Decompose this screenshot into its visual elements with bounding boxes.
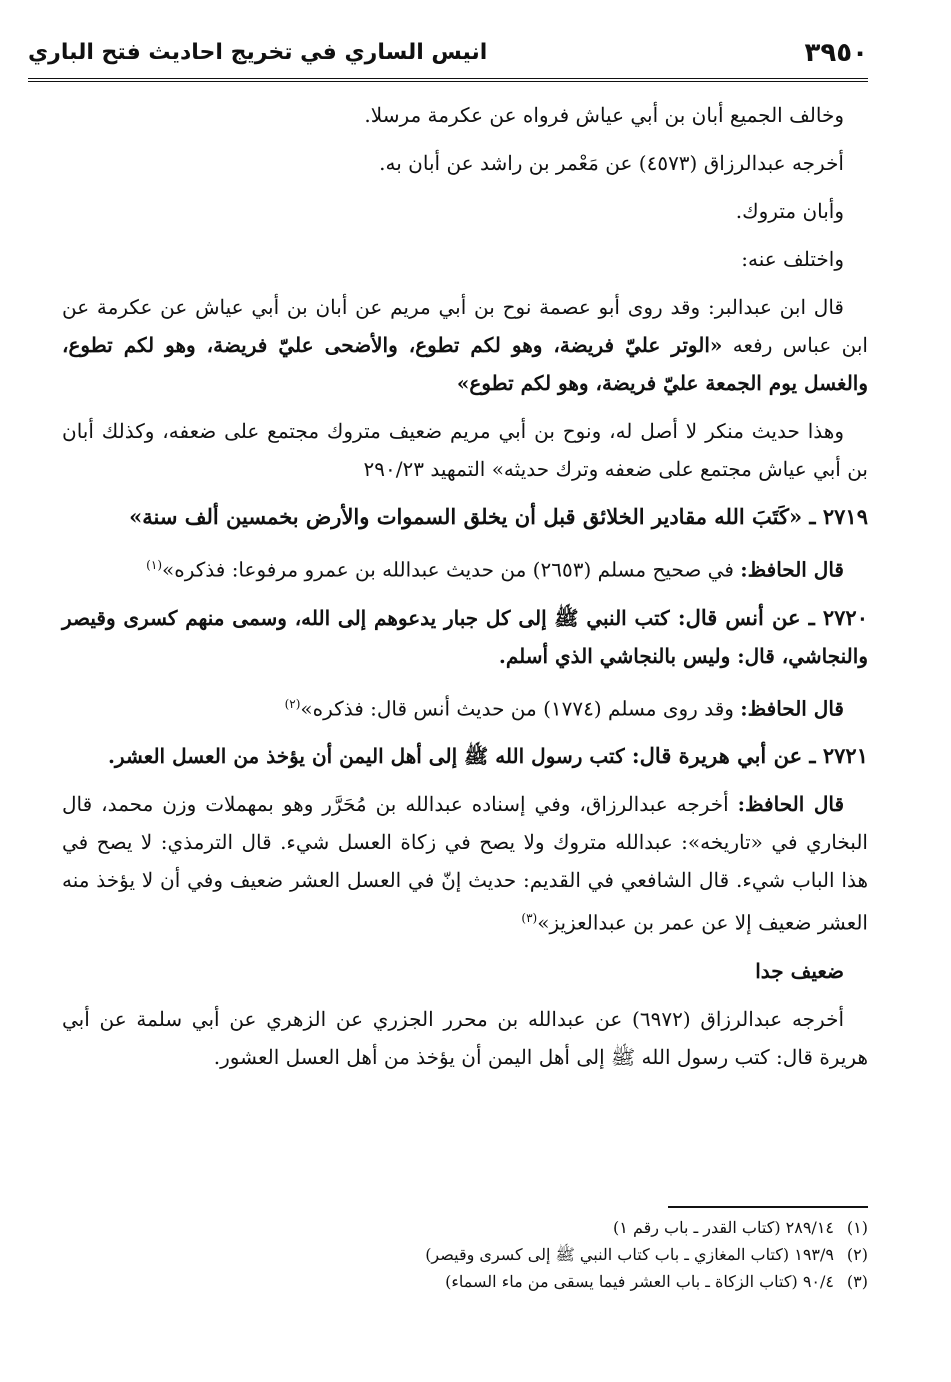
footnote-ref: (١): [146, 558, 162, 572]
hadith-heading-2720: [62, 599, 868, 675]
paragraph-text: قال ابن عبدالبر: وقد روى أبو عصمة نوح بن أبي مريم عن أبان بن أبي عياش عن عكرمة عن ابن عباس رفعه: [62, 295, 868, 357]
hadith-quote: «الوتر عليّ فريضة، وهو لكم تطوع، والأضحى عليّ فريضة، وهو لكم تطوع، والغسل يوم الجمعة عليّ فريضة، وهو لكم تطوع»: [62, 333, 868, 395]
footnote-number: (٢): [846, 1245, 868, 1264]
footnote-text: ١٩٣/٩ (كتاب المغازي ـ باب كتاب النبي ﷺ إلى كسرى وقيصر): [425, 1245, 834, 1264]
footnote-ref: (٢): [284, 696, 301, 711]
footnote-item: [300, 1270, 868, 1294]
footnote-item: [300, 1216, 868, 1240]
paragraph: وهذا حديث منكر لا أصل له، ونوح بن أبي مريم ضعيف متروك مجتمع على ضعفه، وكذلك أبان بن أبي عياش مجتمع على ضعفه وترك حديثه» التمهيد ٢٩٠/٢٣: [62, 419, 868, 481]
paragraph: وأبان متروك.: [735, 199, 844, 223]
header-divider: [28, 78, 868, 82]
paragraph: أخرجه عبدالرزاق (٤٥٧٣) عن مَعْمر بن راشد عن أبان به.: [379, 151, 844, 175]
hafidh-comment-2720: [62, 685, 868, 728]
hadith-text: كتب النبي ﷺ إلى كل جبار يدعوهم إلى الله، وسمى منهم كسرى وقيصر والنجاشي، قال: وليس بالنجاشي الذي أسلم.: [62, 605, 868, 668]
hafidh-label: قال الحافظ:: [740, 557, 844, 582]
hadith-number: ٢٧٢٠ ـ عن أنس قال:: [669, 604, 868, 630]
hafidh-label: قال الحافظ:: [737, 792, 844, 817]
hafidh-comment-2719: [62, 546, 868, 589]
footnote-text: ٩٠/٤ (كتاب الزكاة ـ باب العشر فيما يسقى من ماء السماء): [445, 1272, 834, 1291]
hafidh-label: قال الحافظ:: [740, 696, 844, 721]
hadith-number: ٢٧٢١ ـ عن أبي هريرة قال:: [624, 743, 868, 769]
footnote-number: (٣): [846, 1272, 868, 1291]
grading-heading: ضعيف جدا: [755, 958, 844, 983]
footnote-text: ٢٨٩/١٤ (كتاب القدر ـ باب رقم ١): [613, 1218, 834, 1237]
hadith-heading-2719: ٢٧١٩ ـ «كَتَبَ الله مقادير الخلائق قبل أن يخلق السموات والأرض بخمسين ألف سنة»: [129, 504, 868, 529]
footnote-divider: [668, 1206, 868, 1208]
hadith-text: كتب رسول الله ﷺ إلى أهل اليمن أن يؤخذ من العسل العشر.: [107, 744, 625, 769]
paragraph: أخرجه عبدالرزاق (٦٩٧٢) عن عبدالله بن محرر الجزري عن الزهري عن أبي سلمة عن أبي هريرة قال: كتب رسول الله ﷺ إلى أهل اليمن أن يؤخذ من أهل العسل العشور.: [62, 1006, 868, 1069]
book-title: انيس الساري في تخريج احاديث فتح الباري: [28, 40, 488, 65]
footnote-item: [300, 1243, 868, 1267]
page-number: ٣٩٥٠: [804, 38, 868, 68]
footnotes: [300, 1216, 868, 1297]
comment-text: أخرجه عبدالرزاق، وفي إسناده عبدالله بن مُحَرَّر وهو بمهملات وزن محمد، قال البخاري في «تاريخه»: عبدالله متروك ولا يصح في زكاة العسل شيء. قال الترمذي: لا يصح في هذا الباب شيء. قال الشافعي في القديم: حديث إنّ في العسل العشر ضعيف وفي أن لا يؤخذ منه العشر ضعيف إلا عن عمر بن عبدالعزيز»: [62, 792, 868, 935]
paragraph: وخالف الجميع أبان بن أبي عياش فرواه عن عكرمة مرسلا.: [364, 103, 844, 127]
paragraph-ibn-abdilbarr: [62, 288, 868, 402]
main-text: [62, 96, 868, 1086]
comment-text: في صحيح مسلم (٢٦٥٣) من حديث عبدالله بن عمرو مرفوعا: فذكره»: [162, 557, 741, 582]
footnote-number: (١): [846, 1218, 868, 1237]
paragraph: واختلف عنه:: [741, 247, 844, 271]
running-header: [28, 38, 868, 72]
comment-text: وقد روى مسلم (١٧٧٤) من حديث أنس قال: فذكره»: [300, 696, 741, 721]
footnote-ref: (٣): [521, 911, 538, 926]
hafidh-comment-2721: [62, 785, 868, 942]
hadith-heading-2721: [62, 737, 868, 775]
